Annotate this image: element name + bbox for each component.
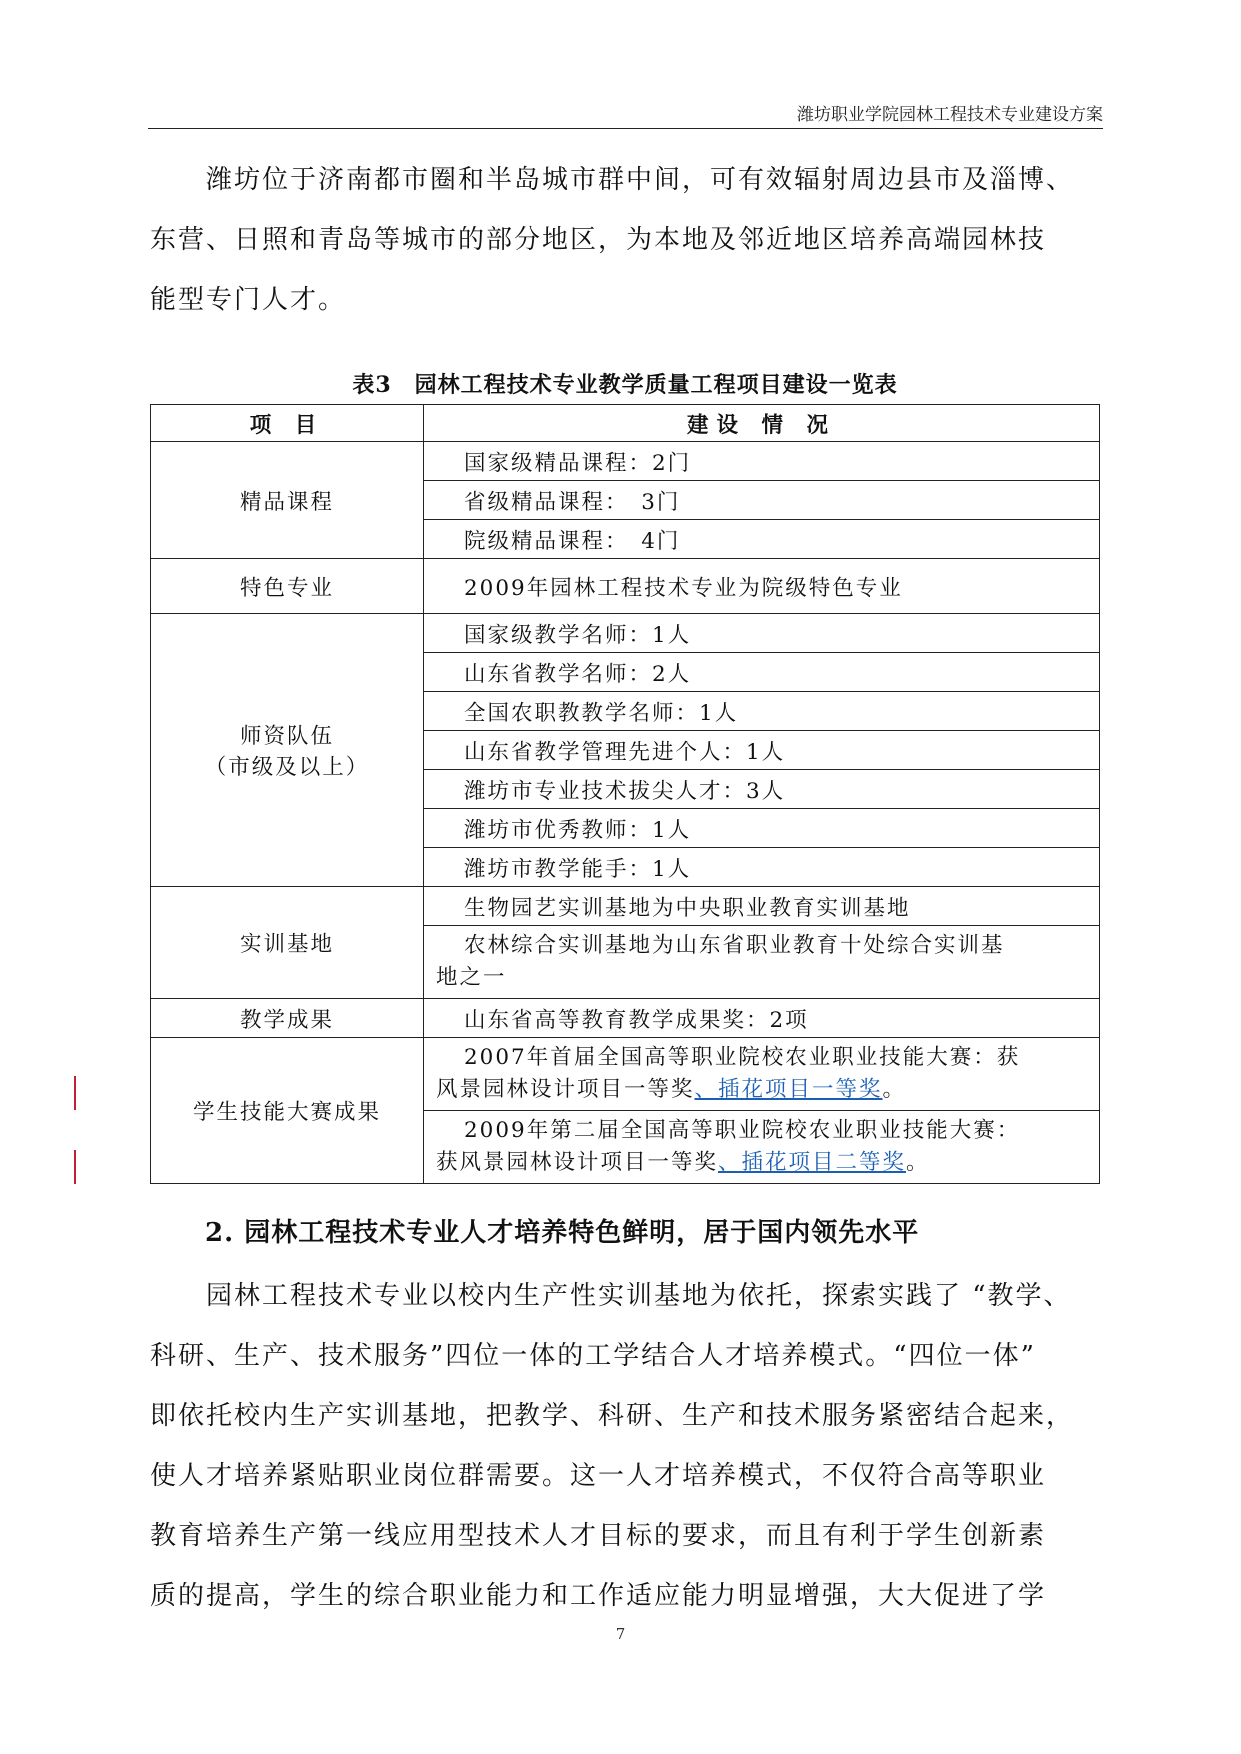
detail-line: 2009年第二届全国高等职业院校农业职业技能大赛： <box>464 1118 1021 1143</box>
project-table <box>150 404 1100 1184</box>
detail-line: 农林综合实训基地为山东省职业教育十处综合实训基 <box>464 933 1005 958</box>
text-line: 园林工程技术专业以校内生产性实训基地为依托，探索实践了 “教学、 <box>206 1281 1072 1311</box>
text-line: 使人才培养紧贴职业岗位群需要。这一人才培养模式，不仅符合高等职业 <box>150 1461 1047 1491</box>
detail-cell: 潍坊市优秀教师：1人 <box>424 809 1100 848</box>
detail-text: 。 <box>882 1077 907 1102</box>
text-line: 能型专门人才。 <box>150 285 347 315</box>
detail-cell: 潍坊市教学能手：1人 <box>424 848 1100 887</box>
detail-text: 获风景园林设计项目一等奖 <box>436 1150 719 1175</box>
text-line: 即依托校内生产实训基地，把教学、科研、生产和技术服务紧密结合起来， <box>150 1401 1075 1431</box>
page-number: 7 <box>615 1625 626 1643</box>
detail-cell: 国家级精品课程：2门 <box>424 442 1100 481</box>
revision-bar-icon <box>74 1150 76 1184</box>
table-row <box>151 887 1100 926</box>
detail-cell: 潍坊市专业技术拔尖人才：3人 <box>424 770 1100 809</box>
text-line: 东营、日照和青岛等城市的部分地区，为本地及邻近地区培养高端园林技 <box>150 225 1047 255</box>
detail-cell: 山东省教学管理先进个人：1人 <box>424 731 1100 770</box>
detail-text: 。 <box>906 1150 930 1175</box>
detail-cell <box>424 1111 1100 1184</box>
text-line: 科研、生产、技术服务”四位一体的工学结合人才培养模式。“四位一体” <box>150 1341 1036 1371</box>
item-cell: 特色专业 <box>151 559 424 614</box>
table-row <box>151 559 1100 614</box>
table-caption: 表3 园林工程技术专业教学质量工程项目建设一览表 <box>352 372 898 398</box>
revision-bar-icon <box>74 1076 76 1110</box>
detail-line: 2007年首届全国高等职业院校农业职业技能大赛：获 <box>464 1045 1021 1070</box>
table-row <box>151 614 1100 653</box>
table-row <box>151 1038 1100 1111</box>
detail-cell: 全国农职教教学名师：1人 <box>424 692 1100 731</box>
item-cell: 教学成果 <box>151 999 424 1038</box>
detail-line: 地之一 <box>436 965 507 990</box>
detail-cell: 省级精品课程： 3门 <box>424 481 1100 520</box>
item-cell <box>151 614 424 887</box>
detail-cell: 院级精品课程： 4门 <box>424 520 1100 559</box>
detail-cell: 国家级教学名师：1人 <box>424 614 1100 653</box>
header-title: 潍坊职业学院园林工程技术专业建设方案 <box>797 105 1103 125</box>
detail-cell: 2009年园林工程技术专业为院级特色专业 <box>424 559 1100 614</box>
item-sublabel: （市级及以上） <box>204 755 370 780</box>
detail-cell <box>424 926 1100 999</box>
table-row <box>151 442 1100 481</box>
detail-text: 风景园林设计项目一等奖 <box>436 1077 695 1102</box>
page-header <box>148 98 1103 129</box>
text-line: 潍坊位于济南都市圈和半岛城市群中间，可有效辐射周边县市及淄博、 <box>206 165 1075 195</box>
text-line: 质的提高，学生的综合职业能力和工作适应能力明显增强，大大促进了学 <box>150 1581 1047 1611</box>
header-item: 项 目 <box>151 405 424 442</box>
section-heading: 2. 园林工程技术专业人才培养特色鲜明，居于国内领先水平 <box>205 1218 920 1248</box>
item-label: 师资队伍 <box>239 724 334 749</box>
item-cell: 学生技能大赛成果 <box>151 1038 424 1184</box>
header-status: 建设 情 况 <box>424 405 1100 442</box>
tracked-change-link[interactable]: 、插花项目一等奖 <box>694 1077 883 1102</box>
detail-line <box>436 1074 1087 1106</box>
item-cell: 精品课程 <box>151 442 424 559</box>
intro-paragraph <box>150 150 1100 330</box>
tracked-change-link[interactable]: 、插花项目二等奖 <box>718 1150 907 1175</box>
detail-cell: 山东省高等教育教学成果奖：2项 <box>424 999 1100 1038</box>
table-header-row <box>151 405 1100 442</box>
detail-line <box>436 1147 1087 1179</box>
detail-cell: 生物园艺实训基地为中央职业教育实训基地 <box>424 887 1100 926</box>
detail-cell: 山东省教学名师：2人 <box>424 653 1100 692</box>
detail-cell <box>424 1038 1100 1111</box>
body-paragraph <box>150 1266 1100 1626</box>
item-cell: 实训基地 <box>151 887 424 999</box>
table-row <box>151 999 1100 1038</box>
text-line: 教育培养生产第一线应用型技术人才目标的要求，而且有利于学生创新素 <box>150 1521 1047 1551</box>
